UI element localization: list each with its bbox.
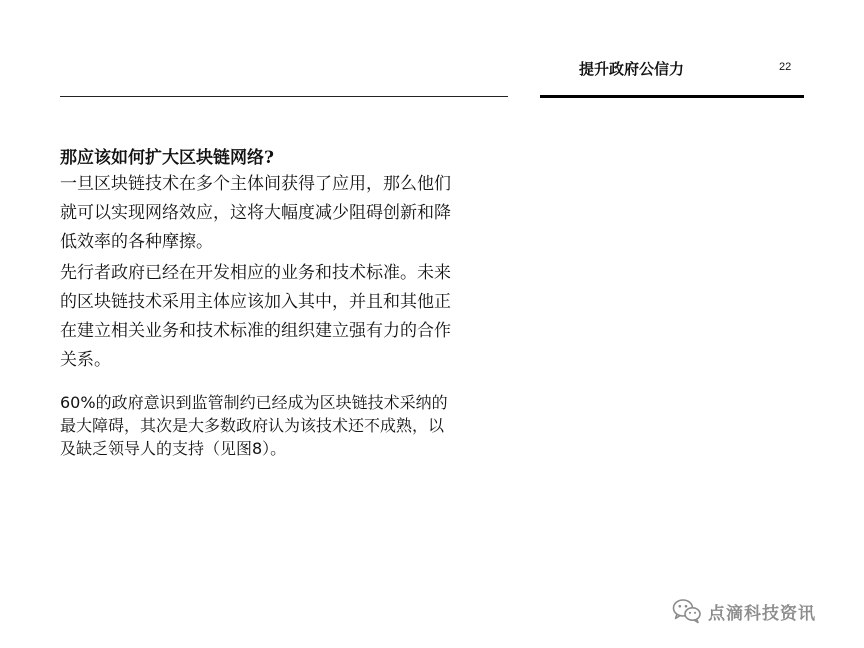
paragraph-line: 在建立相关业务和技术标准的组织建立强有力的合作 — [60, 321, 451, 341]
paragraph-line: 关系。 — [60, 350, 111, 370]
paragraph-line: 的区块链技术采用主体应该加入其中，并且和其他正 — [60, 292, 451, 312]
paragraph-line: 先行者政府已经在开发相应的业务和技术标准。未来 — [60, 263, 451, 283]
page-header-title: 提升政府公信力 — [579, 60, 685, 78]
paragraph-standards — [60, 259, 530, 375]
paragraph-line: 最大障碍，其次是大多数政府认为该技术还不成熟，以 — [60, 416, 445, 435]
header-divider-left — [60, 96, 508, 97]
paragraph-line: 及缺乏领导人的支持（见图8）。 — [60, 439, 287, 458]
page-number: 22 — [779, 61, 792, 73]
wechat-icon — [672, 598, 702, 624]
paragraph-line: 就可以实现网络效应，这将大幅度减少阻碍创新和降 — [60, 203, 451, 223]
header-divider-right — [540, 95, 804, 98]
paragraph-line: 60%的政府意识到监管制约已经成为区块链技术采纳的 — [60, 393, 448, 412]
section-heading: 那应该如何扩大区块链网络? — [60, 148, 274, 168]
watermark — [672, 598, 816, 624]
paragraph-obstacles — [60, 391, 530, 460]
watermark-text: 点滴科技资讯 — [708, 603, 816, 624]
main-content — [60, 146, 530, 460]
paragraph-line: 低效率的各种摩擦。 — [60, 232, 213, 252]
paragraph-network-effect — [60, 170, 530, 257]
paragraph-line: 一旦区块链技术在多个主体间获得了应用，那么他们 — [60, 174, 451, 194]
